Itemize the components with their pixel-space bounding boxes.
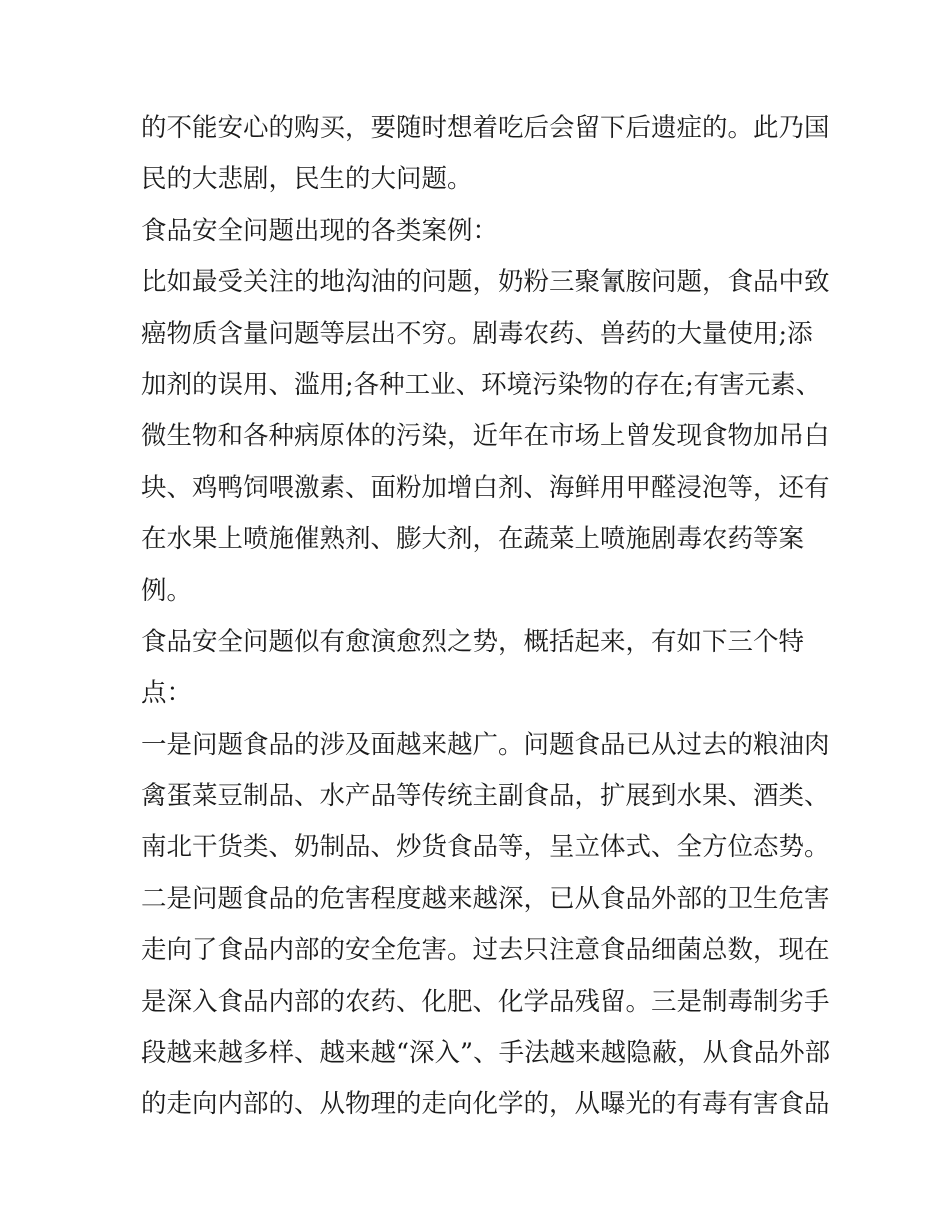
text-line: 南北干货类、奶制品、炒货食品等，呈立体式、全方位态势。 [141, 832, 830, 863]
text-line: 癌物质含量问题等层出不穷。剧毒农药、兽药的大量使用;添 [141, 318, 813, 349]
text-line: 块、鸡鸭饲喂激素、面粉加增白剂、海鲜用甲醛浸泡等，还有 [141, 472, 830, 503]
text-line: 的走向内部的、从物理的走向化学的，从曝光的有毒有害食品 [141, 1089, 830, 1120]
text-line: 段越来越多样、越来越“深入”、手法越来越隐蔽，从食品外部 [141, 1038, 831, 1069]
text-line: 二是问题食品的危害程度越来越深，已从食品外部的卫生危害 [141, 883, 830, 914]
text-line: 走向了食品内部的安全危害。过去只注意食品细菌总数，现在 [141, 935, 830, 966]
text-line: 微生物和各种病原体的污染，近年在市场上曾发现食物加吊白 [141, 421, 830, 452]
text-line: 是深入食品内部的农药、化肥、化学品残留。三是制毒制劣手 [141, 986, 830, 1017]
text-line: 食品安全问题出现的各类案例： [141, 215, 499, 246]
text-line: 例。 [141, 575, 193, 606]
body-text [141, 103, 831, 1131]
text-line: 比如最受关注的地沟油的问题，奶粉三聚氰胺问题，食品中致 [141, 267, 830, 298]
text-line: 一是问题食品的涉及面越来越广。问题食品已从过去的粮油肉 [141, 729, 830, 760]
text-line: 点： [141, 678, 193, 709]
text-line: 加剂的误用、滥用;各种工业、环境污染物的存在;有害元素、 [141, 369, 822, 400]
text-line: 民的大悲剧，民生的大问题。 [141, 164, 473, 195]
text-line: 食品安全问题似有愈演愈烈之势，概括起来，有如下三个特 [141, 626, 805, 657]
text-line: 的不能安心的购买，要随时想着吃后会留下后遗症的。此乃国 [141, 113, 830, 143]
text-line: 在水果上喷施催熟剂、膨大剂，在蔬菜上喷施剧毒农药等案 [141, 524, 805, 555]
text-line: 禽蛋菜豆制品、水产品等传统主副食品，扩展到水果、酒类、 [141, 781, 830, 812]
